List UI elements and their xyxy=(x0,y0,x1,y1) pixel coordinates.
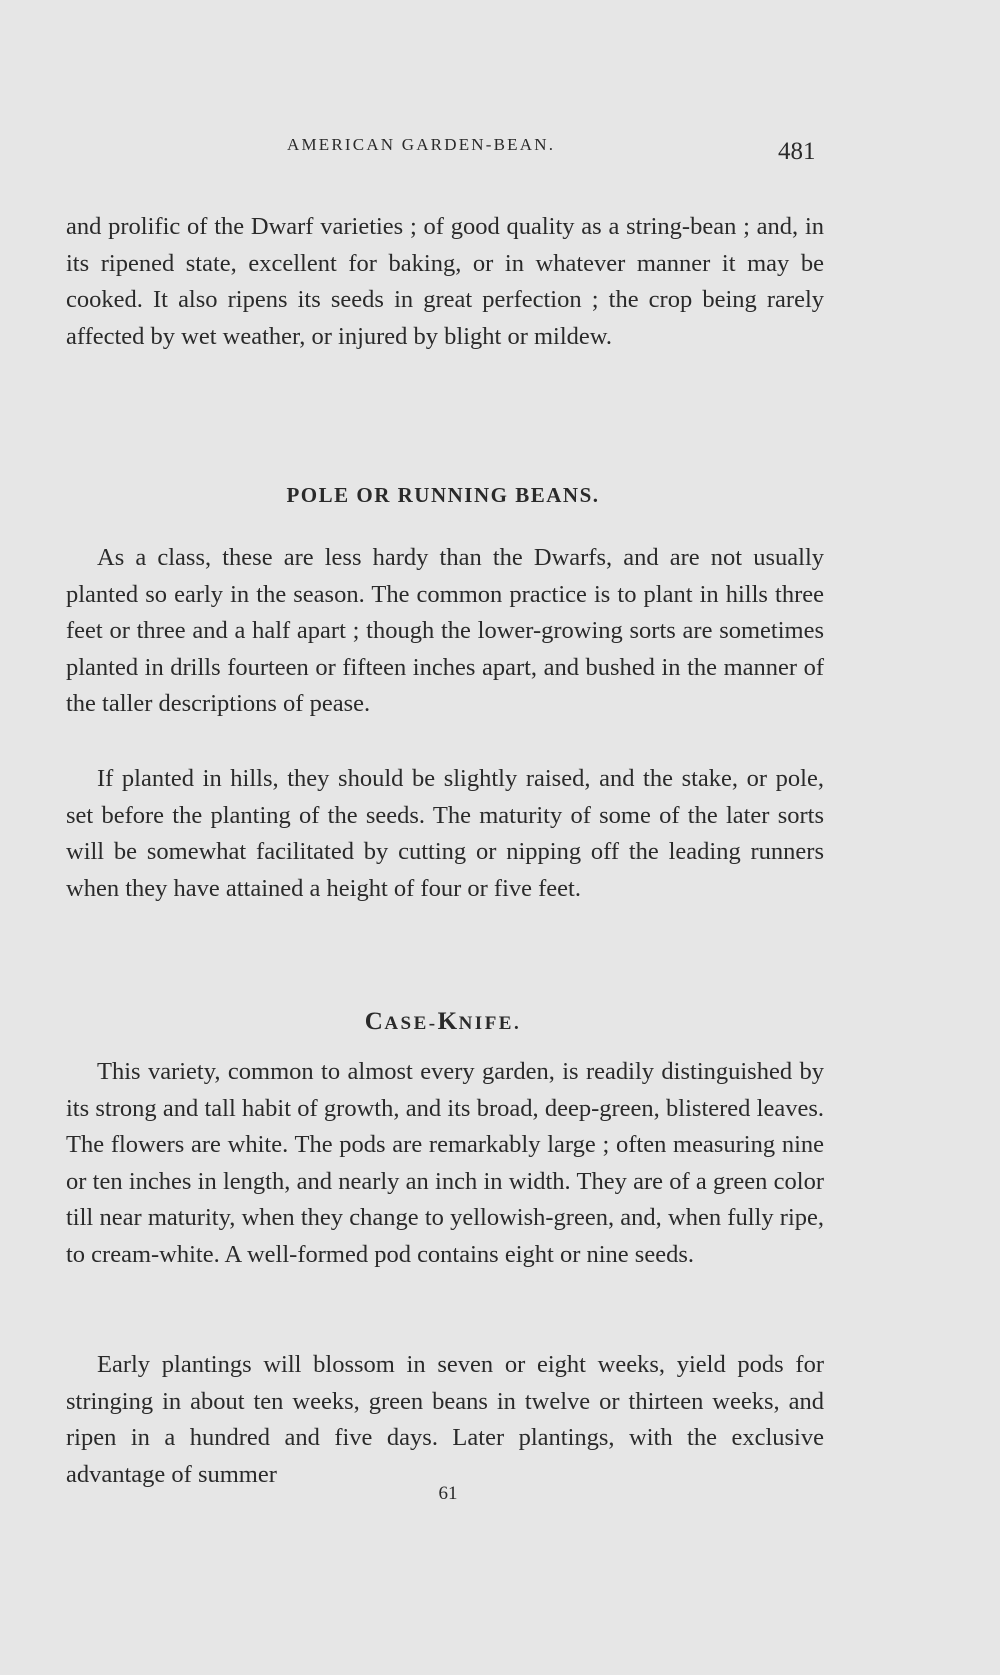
section-heading-case-knife: CASE-KNIFE. xyxy=(364,1008,522,1035)
case-knife-paragraph-1: This variety, common to almost every garden, is readily distinguished by its strong and tall habit of growth, and its broad, deep-green, blistered leaves. The flowers are white. The pods are remarkably large ; often measuring nine or ten inches in length, and nearly an inch in width. They are of a green color till near maturity, when they change to yellowish-green, and, when fully ripe, to cream-white. A well-formed pod contains eight or nine seeds. xyxy=(66,1058,824,1268)
continued-paragraph: and prolific of the Dwarf varieties ; of good quality as a string-bean ; and, in its ripened state, excellent for baking, or in whatever manner it may be cooked. It also ripens its seeds in great perfection ; the crop being rarely affected by wet weather, or injured by blight or mildew. xyxy=(66,213,824,350)
running-head: AMERICAN GARDEN-BEAN. xyxy=(287,135,556,154)
signature-mark: 61 xyxy=(438,1483,458,1504)
page-number: 481 xyxy=(778,138,816,165)
section-heading-pole-beans: POLE OR RUNNING BEANS. xyxy=(286,483,600,507)
case-knife-paragraph-2: Early plantings will blossom in seven or eight weeks, yield pods for stringing in about ten weeks, green beans in twelve or thirteen weeks, and ripen in a hundred and five days. Later plantings, with the exclusive advantage of summer xyxy=(66,1351,824,1488)
pole-beans-paragraph-1: As a class, these are less hardy than the Dwarfs, and are not usually planted so early in the season. The common practice is to plant in hills three feet or three and a half apart ; though the lower-growing sorts are sometimes planted in drills fourteen or fifteen inches apart, and bushed in the manner of the taller descriptions of pease. xyxy=(66,544,824,717)
pole-beans-paragraph-2: If planted in hills, they should be slightly raised, and the stake, or pole, set before the planting of the seeds. The maturity of some of the later sorts will be somewhat facilitated by cutting or nipping off the leading runners when they have attained a height of four or five feet. xyxy=(66,765,824,902)
